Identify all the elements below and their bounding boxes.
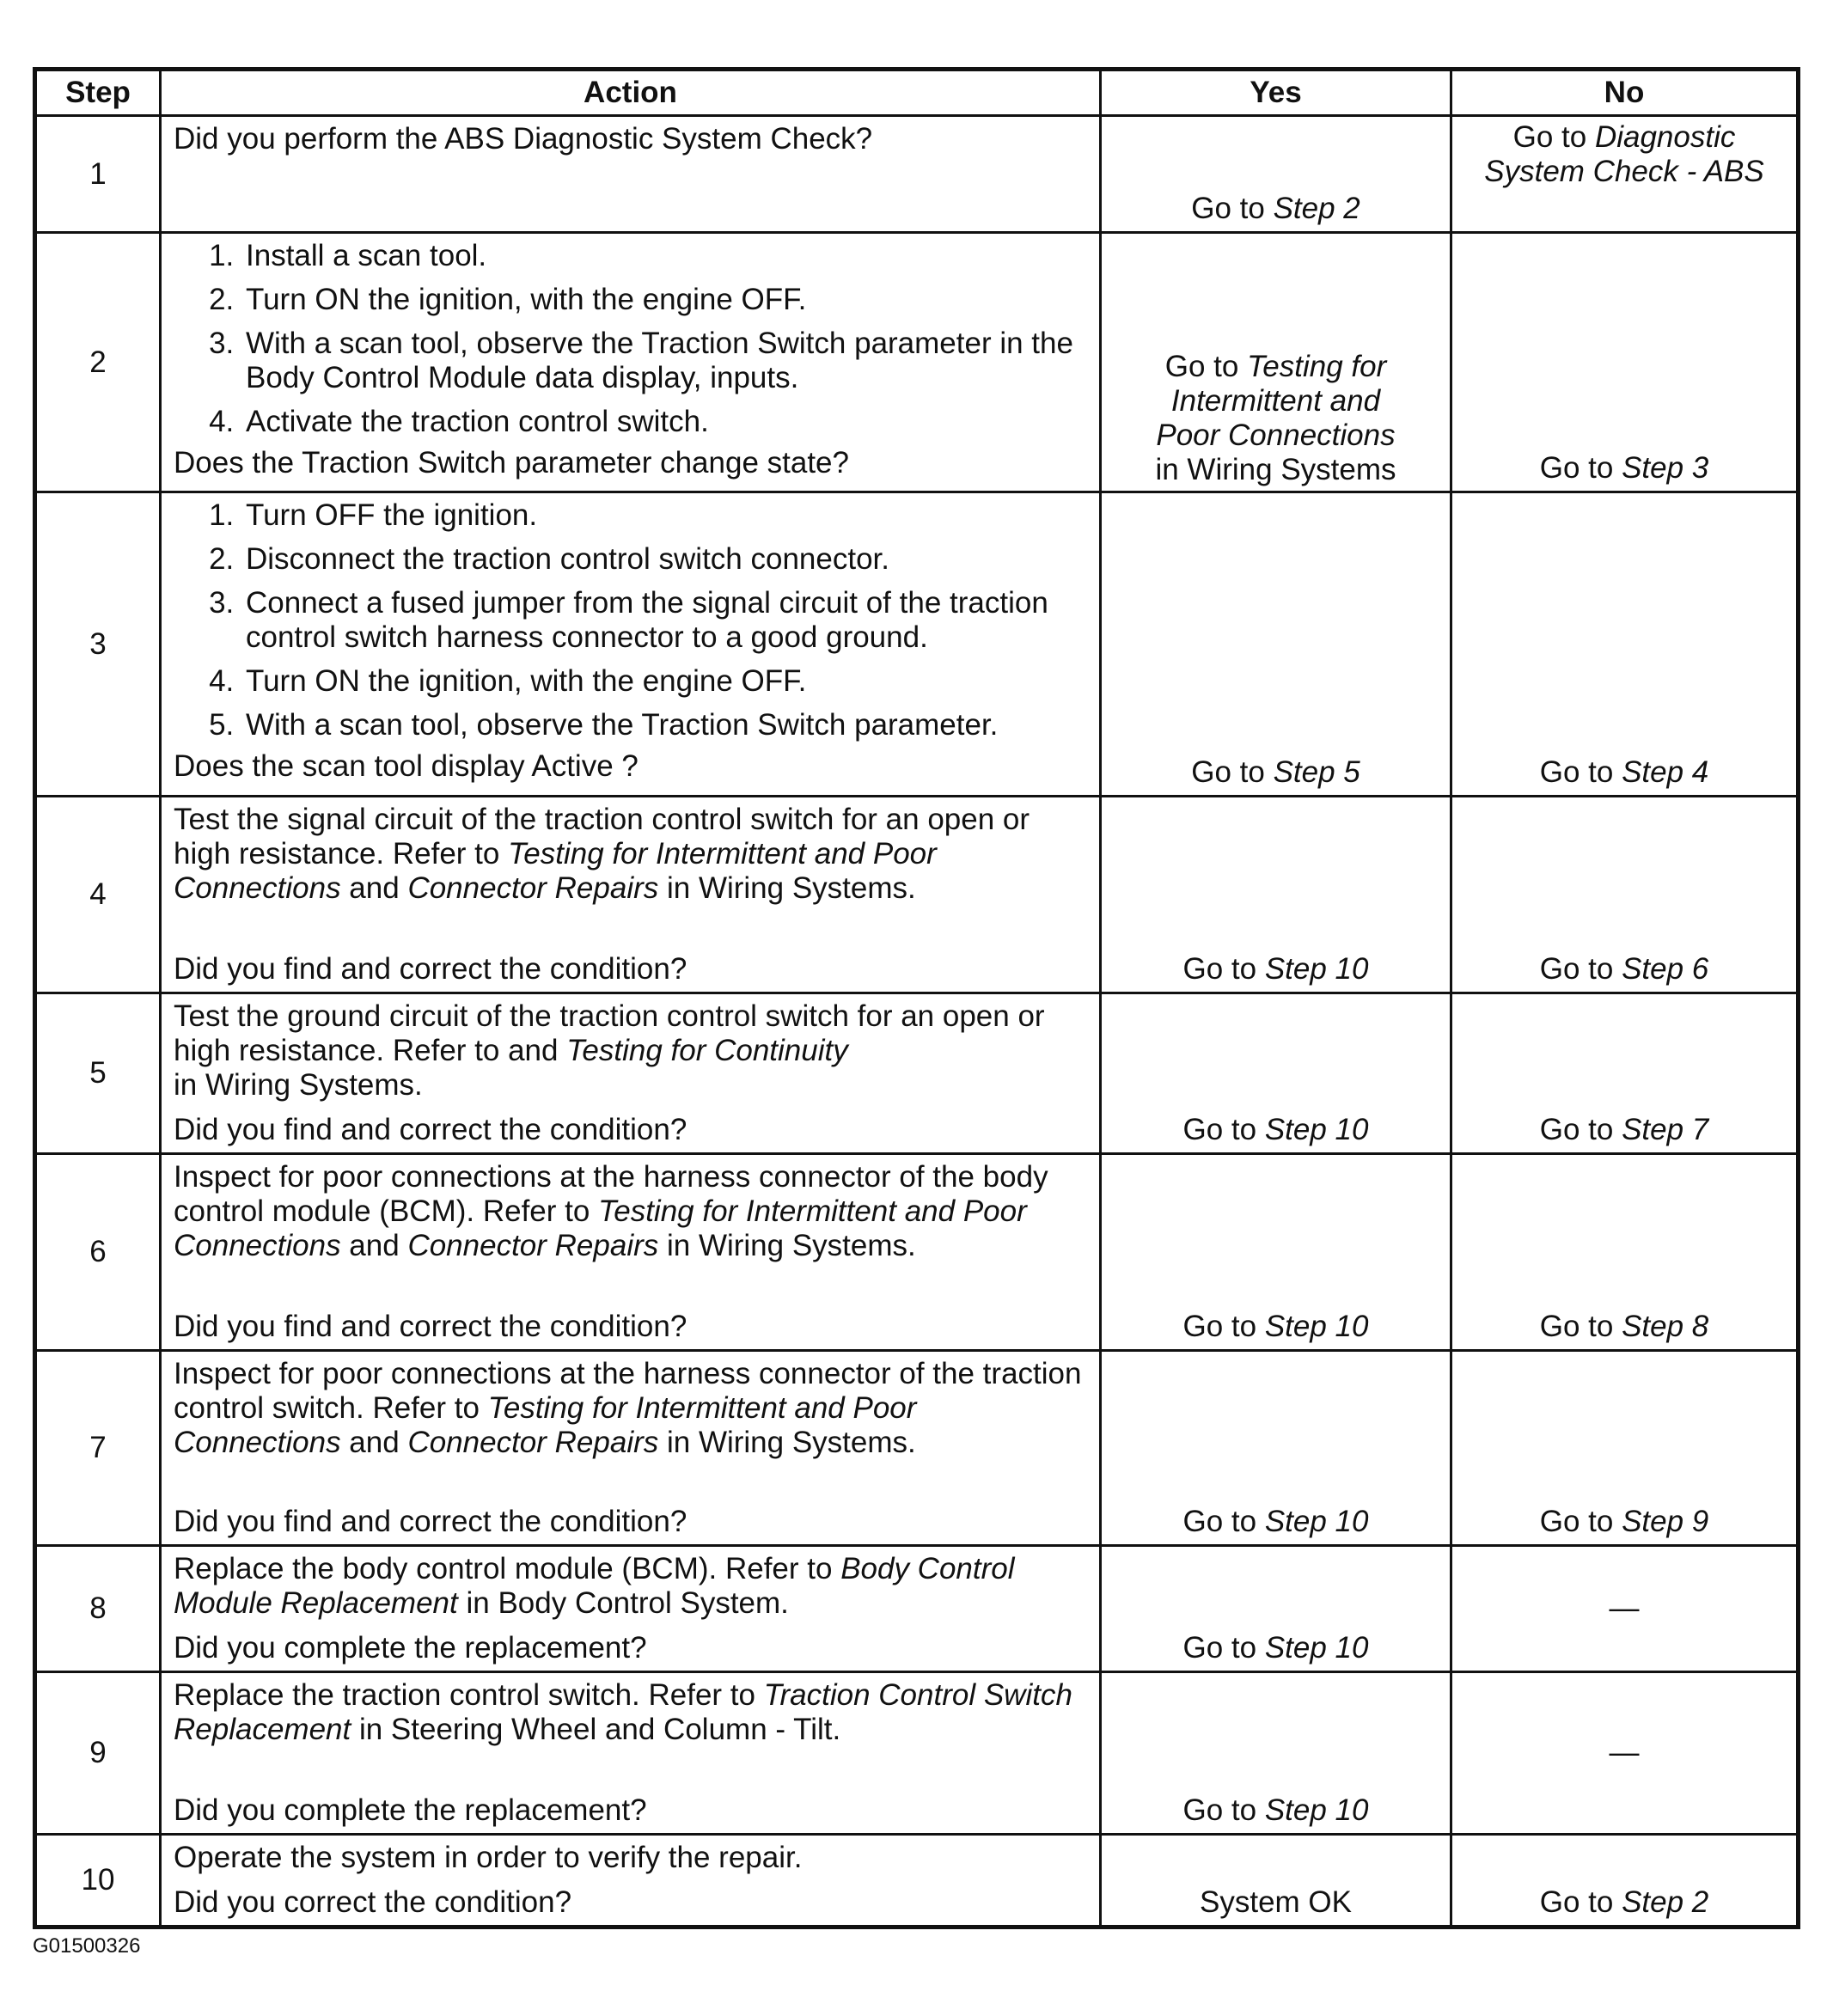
action-question: Did you perform the ABS Diagnostic System Check?: [174, 122, 873, 156]
action-reference: Testing for Intermittent and Poor Connections: [174, 1194, 1027, 1262]
action-reference: Testing for Intermittent and Poor Connections: [174, 1391, 917, 1459]
action-question: Did you find and correct the condition?: [174, 1505, 687, 1538]
no-cell: —: [1451, 1672, 1799, 1835]
yes-text: Go to: [1182, 1310, 1265, 1343]
action-text: Inspect for poor connections at the harness connector of the traction control switch. Refer to Testing for Intermittent and Poor Connections and Connector Repairs in Wiring Systems.: [174, 1357, 1082, 1459]
action-step-item: 1. Install a scan tool.: [242, 239, 1087, 273]
no-cell: [1451, 797, 1799, 993]
no-cell: [1451, 116, 1799, 233]
action-steps-list: [174, 239, 1087, 439]
action-reference: Connector Repairs: [407, 1426, 659, 1459]
action-step-item: 4. Turn ON the ignition, with the engine OFF.: [242, 664, 1087, 699]
action-cell: [161, 993, 1101, 1154]
yes-cell: [1101, 797, 1451, 993]
no-reference: Step 8: [1622, 1310, 1709, 1343]
no-text: Go to: [1539, 1505, 1622, 1538]
step-number: 3: [35, 492, 161, 797]
table-row: [35, 492, 1799, 797]
action-question: Did you complete the replacement?: [174, 1631, 647, 1665]
yes-cell: [1101, 116, 1451, 233]
yes-cell: [1101, 233, 1451, 492]
yes-reference: Testing for Intermittent and Poor Connections: [1156, 350, 1396, 452]
yes-text: Go to: [1182, 1793, 1265, 1827]
yes-reference: Step 10: [1264, 1505, 1369, 1538]
table-row: [35, 797, 1799, 993]
action-cell: [161, 233, 1101, 492]
yes-reference: Step 10: [1264, 952, 1369, 986]
action-question: Does the Traction Switch parameter change state?: [174, 446, 849, 480]
no-cell: [1451, 233, 1799, 492]
yes-cell: [1101, 1351, 1451, 1546]
yes-reference: Step 10: [1264, 1310, 1369, 1343]
no-reference: Step 9: [1622, 1505, 1709, 1538]
action-reference: Connector Repairs: [407, 1229, 659, 1262]
action-step-item: 2. Turn ON the ignition, with the engine OFF.: [242, 283, 1087, 317]
action-cell: [161, 797, 1101, 993]
header-no: No: [1451, 70, 1799, 116]
step-number: 7: [35, 1351, 161, 1546]
no-text: Go to: [1512, 120, 1595, 154]
action-cell: [161, 492, 1101, 797]
no-text: Go to: [1539, 1885, 1622, 1919]
step-number: 8: [35, 1546, 161, 1672]
action-step-item: 3. Connect a fused jumper from the signal circuit of the traction control switch harness connector to a good ground.: [242, 586, 1087, 655]
table-row: [35, 1672, 1799, 1835]
yes-cell: [1101, 1154, 1451, 1351]
action-text: Replace the traction control switch. Refer to Traction Control Switch Replacement in Steering Wheel and Column - Tilt.: [174, 1678, 1072, 1746]
action-reference: Body Control Module Replacement: [174, 1552, 1015, 1620]
no-cell: [1451, 993, 1799, 1154]
no-reference: Step 7: [1622, 1113, 1709, 1146]
action-cell: [161, 1351, 1101, 1546]
action-cell: [161, 116, 1101, 233]
no-text: Go to: [1539, 1113, 1622, 1146]
yes-text: Go to: [1164, 350, 1248, 383]
header-yes: Yes: [1101, 70, 1451, 116]
step-number: 9: [35, 1672, 161, 1835]
no-cell: [1451, 1351, 1799, 1546]
action-reference: Connector Repairs: [407, 871, 659, 905]
action-step-item: 2. Disconnect the traction control switch connector.: [242, 542, 1087, 577]
header-step: Step: [35, 70, 161, 116]
step-number: 4: [35, 797, 161, 993]
diagnostic-table: [33, 67, 1800, 1929]
yes-cell: [1101, 1546, 1451, 1672]
step-number: 2: [35, 233, 161, 492]
action-question: Did you find and correct the condition?: [174, 1113, 687, 1146]
yes-cell: [1101, 492, 1451, 797]
no-reference: Step 6: [1622, 952, 1709, 986]
action-cell: [161, 1546, 1101, 1672]
yes-text: Go to: [1191, 755, 1274, 789]
action-question: Did you find and correct the condition?: [174, 1310, 687, 1343]
table-row: [35, 1154, 1799, 1351]
yes-reference: Step 10: [1264, 1113, 1369, 1146]
yes-reference: Step 10: [1264, 1631, 1369, 1665]
yes-text: Go to: [1182, 1505, 1265, 1538]
header-row: [35, 70, 1799, 116]
action-question: Did you correct the condition?: [174, 1885, 572, 1919]
yes-suffix: in Wiring Systems: [1155, 453, 1396, 486]
action-text: Test the signal circuit of the traction control switch for an open or high resistance. Refer to Testing for Intermittent and Poor Connections and Connector Repairs in Wiring Systems.: [174, 803, 1030, 905]
action-steps-list: [174, 498, 1087, 742]
table-row: [35, 1546, 1799, 1672]
yes-reference: Step 5: [1273, 755, 1360, 789]
no-text: Go to: [1539, 1310, 1622, 1343]
yes-text: Go to: [1182, 1631, 1265, 1665]
yes-cell: System OK: [1101, 1835, 1451, 1927]
header-action: Action: [161, 70, 1101, 116]
step-number: 1: [35, 116, 161, 233]
table-row: [35, 233, 1799, 492]
table-row: [35, 116, 1799, 233]
yes-text: Go to: [1182, 952, 1265, 986]
action-reference: Testing for Intermittent and Poor Connections: [174, 837, 937, 905]
table-row: [35, 1835, 1799, 1927]
no-reference: Diagnostic System Check - ABS: [1484, 120, 1764, 188]
step-number: 6: [35, 1154, 161, 1351]
table-row: [35, 1351, 1799, 1546]
action-text: Inspect for poor connections at the harness connector of the body control module (BCM). Refer to Testing for Intermittent and Poor Connections and Connector Repairs in Wiring Systems.: [174, 1160, 1048, 1262]
yes-cell: [1101, 993, 1451, 1154]
no-text: Go to: [1539, 451, 1622, 485]
action-cell: [161, 1672, 1101, 1835]
table-row: [35, 993, 1799, 1154]
no-reference: Step 3: [1622, 451, 1709, 485]
action-reference: Testing for Continuity: [566, 1034, 848, 1067]
action-reference: Traction Control Switch Replacement: [174, 1678, 1072, 1746]
action-text: Test the ground circuit of the traction control switch for an open or high resistance. Refer to and Testing for Continuity in Wiring Systems.: [174, 999, 1045, 1102]
action-question: Did you find and correct the condition?: [174, 952, 687, 986]
no-cell: [1451, 1835, 1799, 1927]
no-text: Go to: [1539, 952, 1622, 986]
no-cell: —: [1451, 1546, 1799, 1672]
no-cell: [1451, 492, 1799, 797]
action-step-item: 5. With a scan tool, observe the Traction Switch parameter.: [242, 708, 1087, 742]
action-step-item: 3. With a scan tool, observe the Traction Switch parameter in the Body Control Module data display, inputs.: [242, 327, 1087, 395]
yes-cell: [1101, 1672, 1451, 1835]
action-question: Does the scan tool display Active ?: [174, 749, 639, 783]
action-step-item: 4. Activate the traction control switch.: [242, 405, 1087, 439]
action-text: Replace the body control module (BCM). Refer to Body Control Module Replacement in Body Control System.: [174, 1552, 1015, 1620]
action-cell: [161, 1835, 1101, 1927]
action-cell: [161, 1154, 1101, 1351]
yes-reference: Step 10: [1264, 1793, 1369, 1827]
no-reference: Step 4: [1622, 755, 1709, 789]
step-number: 10: [35, 1835, 161, 1927]
action-question: Did you complete the replacement?: [174, 1793, 647, 1827]
action-text: Operate the system in order to verify the repair.: [174, 1841, 803, 1874]
step-number: 5: [35, 993, 161, 1154]
no-reference: Step 2: [1622, 1885, 1709, 1919]
yes-reference: Step 2: [1273, 192, 1360, 225]
action-step-item: 1. Turn OFF the ignition.: [242, 498, 1087, 533]
figure-id: G01500326: [33, 1934, 141, 1958]
no-text: Go to: [1539, 755, 1622, 789]
yes-text: Go to: [1191, 192, 1274, 225]
no-cell: [1451, 1154, 1799, 1351]
yes-text: Go to: [1182, 1113, 1265, 1146]
